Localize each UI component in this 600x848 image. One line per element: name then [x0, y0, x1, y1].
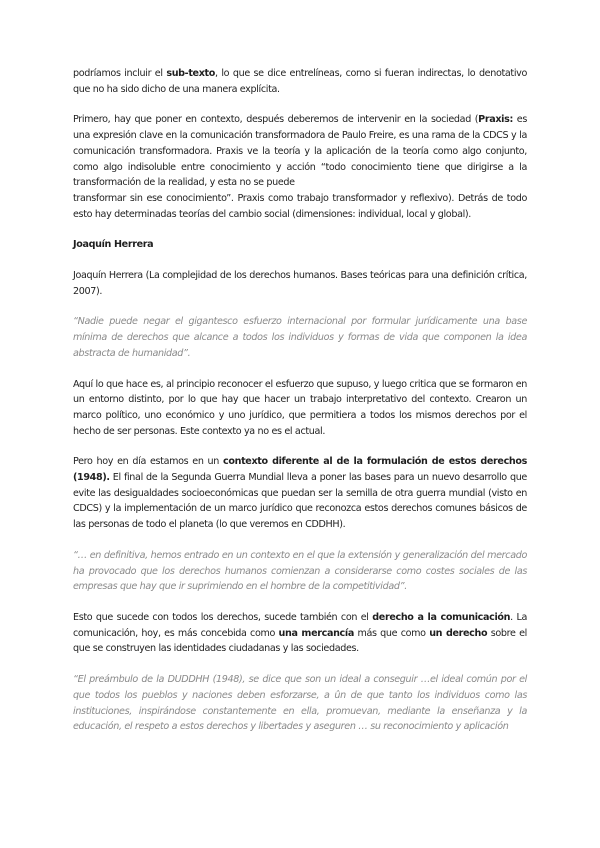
quote-1: “Nadie puede negar el gigantesco esfuerzo internacional por formular jurídicamente una base mínima de derechos que alcance a todos los individuos y formas de vida que componen la idea abstracta de humanidad”.: [73, 316, 527, 359]
bold-term-mercancia: una mercancía: [278, 627, 354, 639]
bold-term-derecho: un derecho: [429, 627, 488, 639]
quote-2: “… en definitiva, hemos entrado en un contexto en el que la extensión y generalización del mercado ha provocado que los derechos humanos comienzan a considerarse como costes sociales de las empresas que hay que ir suprimiendo en el hombre de la competitividad”.: [73, 549, 527, 593]
text: es una expresión clave en la comunicación transformadora de Paulo Freire, es una rama de la CDCS y la comunicación transformadora. Praxis ve la teoría y la aplicación de la teoría como algo conjunto, como algo indisoluble entre conocimiento y acción “todo conocimiento tiene que dirigirse a la transformación de la realidad, y esta no se puede: [73, 114, 527, 189]
text: Esto que sucede con todos los derechos, sucede también con el: [73, 611, 373, 623]
text: más que como: [353, 627, 430, 639]
text: Pero hoy en día estamos en un: [73, 456, 224, 468]
text: El final de la Segunda Guerra Mundial lleva a poner las bases para un nuevo desarrollo que evite las desigualdades socioeconómicas que puedan ser la semilla de otra guerra mundial (visto en CDCS) y la implementación de un marco jurídico que reconozca estos derechos comunes básicos de las personas de todo el planeta (lo que veremos en CDDHH).: [73, 472, 527, 531]
text: , lo que se dice entrelíneas, como si fueran indirectas, lo denotativo que no ha sido dicho de una manera explícita.: [73, 68, 528, 95]
paragraph-subtexto: [73, 66, 527, 97]
paragraph-context: [73, 454, 527, 533]
section-heading: Joaquín Herrera: [73, 239, 154, 251]
paragraph-communication: [73, 610, 527, 657]
quote-3: “El preámbulo de la DUDDHH (1948), se dice que son un ideal a conseguir …el ideal común por el que todos los pueblos y naciones deben esforzarse, a ûn de que tanto los individuos como las instituciones, inspirándose constantemente en ella, promuevan, mediante la enseñanza y la educación, el respeto a estos derechos y libertades y aseguren … su reconocimiento y aplicación: [73, 674, 527, 733]
bold-term-contexto: contexto diferente al de la formulación de estos derechos (1948).: [73, 456, 527, 484]
document-page: [73, 66, 527, 735]
text: transformar sin ese conocimiento”. Praxis como trabajo transformador y reflexivo). Detrás de todo esto hay determinadas teorías del cambio social (dimensiones: individual, local y global).: [73, 192, 527, 220]
bold-term-praxis: Praxis:: [478, 114, 513, 126]
bold-term-subtexto: sub-texto: [166, 68, 216, 79]
text: podríamos incluir el: [73, 68, 167, 79]
paragraph-reference: Joaquín Herrera (La complejidad de los derechos humanos. Bases teóricas para una definición crítica, 2007).: [73, 270, 527, 297]
text: sobre el que se construyen las identidades ciudadanas y las sociedades.: [73, 627, 527, 655]
bold-term-derecho-comunicacion: derecho a la comunicación: [372, 611, 511, 623]
text: . La comunicación, hoy, es más concebida como: [73, 611, 527, 639]
paragraph-analysis: Aquí lo que hace es, al principio reconocer el esfuerzo que supuso, y luego critica que se formaron en un entorno distinto, por lo que hay que hacer un trabajo interpretativo del contexto. Crearon un marco político, uno económico y uno jurídico, que permitiera a todos los mismos derechos por el hecho de ser personas. Este contexto ya no es el actual.: [73, 378, 527, 437]
text: Primero, hay que poner en contexto, después deberemos de intervenir en la sociedad (: [73, 114, 479, 126]
paragraph-praxis: [73, 112, 527, 222]
